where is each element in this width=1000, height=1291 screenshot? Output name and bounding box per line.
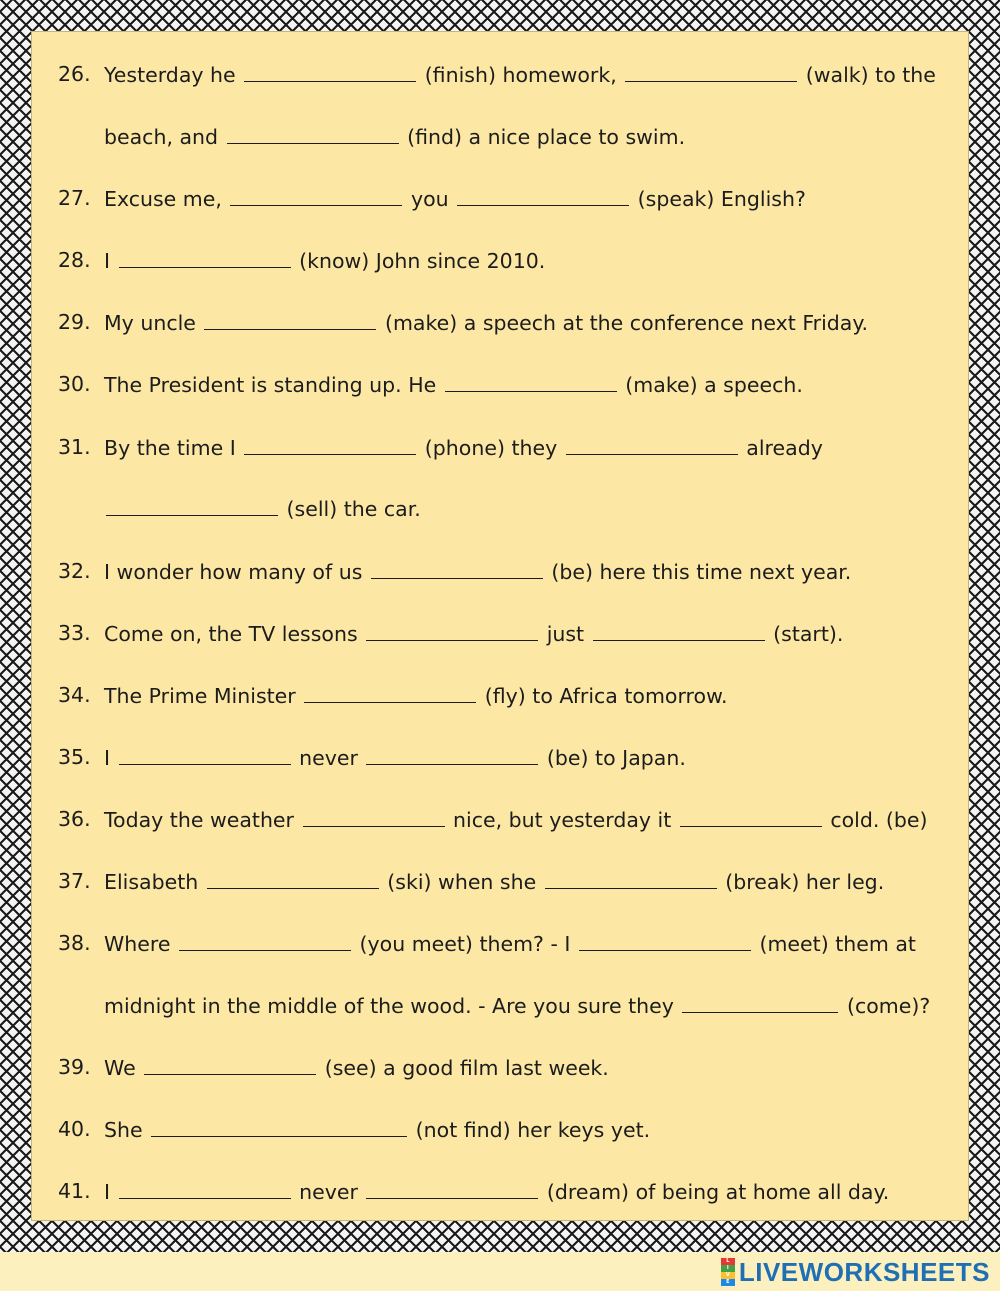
answer-blank[interactable] <box>593 618 765 641</box>
exercise-number: 40. <box>58 1117 91 1141</box>
brand-logo-letter: V <box>721 1272 735 1279</box>
text-segment: (meet) them at <box>759 932 916 956</box>
exercise-line <box>58 183 956 213</box>
exercise-text <box>104 1114 956 1145</box>
text-segment: My uncle <box>104 311 203 335</box>
exercise-text <box>104 618 956 649</box>
exercise-number: 28. <box>58 248 91 272</box>
answer-blank[interactable] <box>579 928 751 951</box>
text-segment: (finish) homework, <box>424 63 624 87</box>
answer-blank[interactable] <box>151 1114 407 1137</box>
exercise-line <box>58 680 956 710</box>
exercise-line <box>58 1052 956 1082</box>
answer-blank[interactable] <box>106 493 278 516</box>
text-segment: (come)? <box>846 994 931 1018</box>
text-segment: By the time I <box>104 436 243 460</box>
answer-blank[interactable] <box>207 866 379 889</box>
answer-blank[interactable] <box>545 866 717 889</box>
text-segment: I <box>104 1180 117 1204</box>
answer-blank[interactable] <box>371 556 543 579</box>
text-segment: (know) John since 2010. <box>299 249 546 273</box>
exercise-number: 31. <box>58 435 91 459</box>
text-segment: already <box>746 436 823 460</box>
text-segment: Come on, the TV lessons <box>104 622 365 646</box>
exercise-line <box>58 59 956 89</box>
answer-blank[interactable] <box>119 245 291 268</box>
exercise-text <box>104 866 956 897</box>
text-segment: (make) a speech. <box>625 373 803 397</box>
exercise-number: 35. <box>58 745 91 769</box>
text-segment: Excuse me, <box>104 187 229 211</box>
exercise-text <box>104 121 956 152</box>
text-segment: (see) a good film last week. <box>324 1056 609 1080</box>
exercise-line <box>58 432 956 462</box>
answer-blank[interactable] <box>119 742 291 765</box>
exercise-number: 27. <box>58 186 91 210</box>
answer-blank[interactable] <box>244 59 416 82</box>
text-segment: Elisabeth <box>104 870 205 894</box>
answer-blank[interactable] <box>303 804 445 827</box>
exercise-text <box>104 1052 956 1083</box>
exercise-number: 30. <box>58 372 91 396</box>
exercise-line <box>58 121 956 151</box>
text-segment: (be) here this time next year. <box>551 560 852 584</box>
text-segment: just <box>546 622 591 646</box>
text-segment: Yesterday he <box>104 63 243 87</box>
exercise-line <box>58 369 956 399</box>
text-segment: She <box>104 1118 150 1142</box>
answer-blank[interactable] <box>179 928 351 951</box>
exercise-text <box>104 493 956 524</box>
text-segment: you <box>410 187 456 211</box>
text-segment: never <box>299 746 365 770</box>
brand-logo-letter: L <box>721 1258 735 1265</box>
text-segment: The Prime Minister <box>104 684 303 708</box>
exercise-line <box>58 990 956 1020</box>
answer-blank[interactable] <box>445 369 617 392</box>
answer-blank[interactable] <box>366 618 538 641</box>
exercise-number: 34. <box>58 683 91 707</box>
answer-blank[interactable] <box>230 183 402 206</box>
answer-blank[interactable] <box>119 1176 291 1199</box>
answer-blank[interactable] <box>625 59 797 82</box>
exercise-line <box>58 928 956 958</box>
exercise-line <box>58 1114 956 1144</box>
text-segment: (break) her leg. <box>725 870 885 894</box>
answer-blank[interactable] <box>566 432 738 455</box>
brand-logo-letter: I <box>721 1265 735 1272</box>
exercise-text <box>104 1176 956 1207</box>
exercise-number: 33. <box>58 621 91 645</box>
exercise-line <box>58 245 956 275</box>
exercise-line <box>58 1176 956 1206</box>
text-segment: (walk) to the <box>805 63 936 87</box>
exercise-text <box>104 183 956 214</box>
exercise-number: 26. <box>58 62 91 86</box>
exercise-number: 38. <box>58 931 91 955</box>
text-segment: never <box>299 1180 365 1204</box>
answer-blank[interactable] <box>204 307 376 330</box>
text-segment: I wonder how many of us <box>104 560 369 584</box>
exercise-text <box>104 369 956 400</box>
answer-blank[interactable] <box>366 742 538 765</box>
answer-blank[interactable] <box>366 1176 538 1199</box>
text-segment: (phone) they <box>424 436 564 460</box>
text-segment: nice, but yesterday it <box>453 808 678 832</box>
exercise-line <box>58 866 956 896</box>
text-segment: midnight in the middle of the wood. - Are you sure they <box>104 994 681 1018</box>
text-segment: (you meet) them? - I <box>359 932 577 956</box>
exercise-number: 32. <box>58 559 91 583</box>
brand-text: LIVEWORKSHEETS <box>738 1256 990 1287</box>
footer <box>0 1252 1000 1291</box>
text-segment: (fly) to Africa tomorrow. <box>484 684 728 708</box>
text-segment: Where <box>104 932 177 956</box>
answer-blank[interactable] <box>144 1052 316 1075</box>
brand[interactable] <box>721 1256 990 1288</box>
exercise-text <box>104 59 956 90</box>
answer-blank[interactable] <box>304 680 476 703</box>
exercise-number: 29. <box>58 310 91 334</box>
text-segment: (not find) her keys yet. <box>415 1118 651 1142</box>
exercise-text <box>104 804 956 835</box>
exercise-line <box>58 804 956 834</box>
exercise-text <box>104 990 956 1021</box>
exercise-text <box>104 928 956 959</box>
text-segment: beach, and <box>104 125 225 149</box>
text-segment: (find) a nice place to swim. <box>407 125 686 149</box>
exercise-text <box>104 742 956 773</box>
exercise-text <box>104 556 956 587</box>
brand-logo-icon <box>721 1258 735 1286</box>
exercise-number: 41. <box>58 1179 91 1203</box>
exercise-text <box>104 307 956 338</box>
text-segment: (start). <box>773 622 844 646</box>
answer-blank[interactable] <box>227 121 399 144</box>
text-segment: (be) to Japan. <box>546 746 686 770</box>
text-segment: (sell) the car. <box>286 497 421 521</box>
text-segment: The President is standing up. He <box>104 373 443 397</box>
answer-blank[interactable] <box>244 432 416 455</box>
exercise-line <box>58 618 956 648</box>
exercise-line <box>58 556 956 586</box>
exercise-number: 39. <box>58 1055 91 1079</box>
brand-logo-letter: E <box>721 1279 735 1286</box>
exercise-line <box>58 493 956 523</box>
answer-blank[interactable] <box>457 183 629 206</box>
exercise-number: 37. <box>58 869 91 893</box>
exercise-line <box>58 307 956 337</box>
text-segment: (speak) English? <box>637 187 806 211</box>
text-segment: Today the weather <box>104 808 301 832</box>
exercise-text <box>104 245 956 276</box>
text-segment: I <box>104 249 117 273</box>
exercise-line <box>58 742 956 772</box>
exercise-text <box>104 680 956 711</box>
answer-blank[interactable] <box>682 990 838 1013</box>
exercise-number: 36. <box>58 807 91 831</box>
text-segment: I <box>104 746 117 770</box>
text-segment: cold. (be) <box>830 808 928 832</box>
exercise-text <box>104 432 956 463</box>
text-segment: (dream) of being at home all day. <box>546 1180 890 1204</box>
text-segment: (ski) when she <box>387 870 543 894</box>
text-segment: (make) a speech at the conference next Friday. <box>384 311 869 335</box>
answer-blank[interactable] <box>680 804 822 827</box>
text-segment: We <box>104 1056 143 1080</box>
